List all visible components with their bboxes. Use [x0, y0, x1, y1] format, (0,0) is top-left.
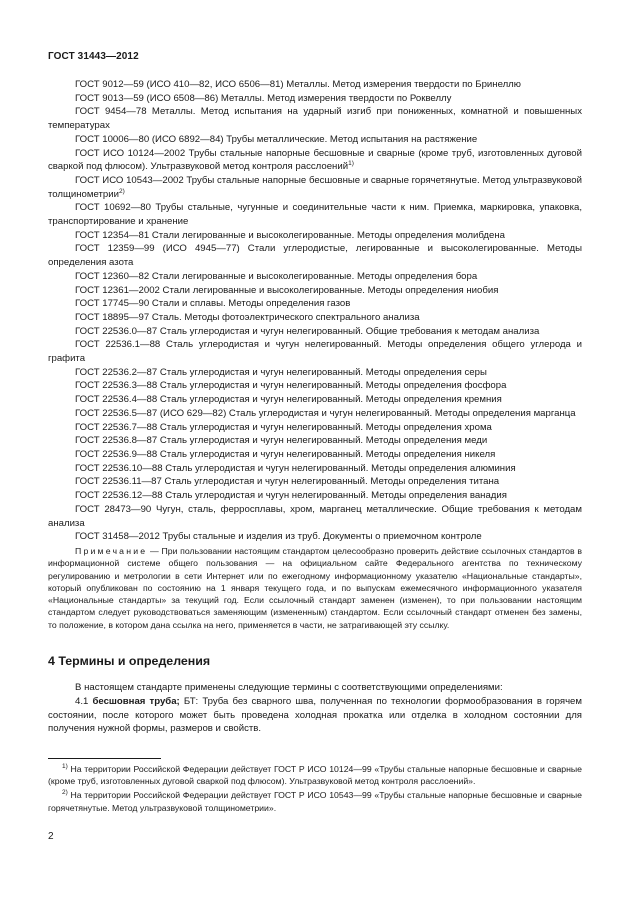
section-intro: В настоящем стандарте применены следующие термины с соответствующими определениями:	[75, 682, 503, 693]
note-paragraph	[48, 545, 582, 631]
reference-item: ГОСТ ИСО 10543—2002 Трубы стальные напорные бесшовные и сварные горячетянутые. Метод ультразвуковой толщинометрии$^{2)}$	[48, 174, 582, 200]
footnotes	[48, 763, 582, 816]
term-definition	[48, 695, 582, 736]
reference-item: ГОСТ 22536.10—88 Сталь углеродистая и чугун нелегированный. Методы определения алюминия	[75, 462, 516, 474]
reference-item: ГОСТ 22536.3—88 Сталь углеродистая и чугун нелегированный. Методы определения фосфора	[75, 380, 507, 392]
reference-item: ГОСТ 22536.4—88 Сталь углеродистая и чугун нелегированный. Методы определения кремния	[75, 394, 502, 406]
reference-item: ГОСТ 10692—80 Трубы стальные, чугунные и соединительные части к ним. Приемка, маркировка, упаковка, транспортирование и хранение	[48, 202, 582, 228]
reference-item: ГОСТ 9012—59 (ИСО 410—82, ИСО 6506—81) Металлы. Метод измерения твердости по Бринеллю	[75, 79, 521, 90]
reference-item: ГОСТ 9013—59 (ИСО 6508—86) Металлы. Метод измерения твердости по Роквеллу	[75, 92, 452, 104]
footnote-mark: 1)	[62, 763, 68, 771]
term-name: бесшовная труба;	[92, 695, 180, 707]
reference-item: ГОСТ 22536.9—88 Сталь углеродистая и чугун нелегированный. Методы определения никеля	[75, 448, 496, 460]
reference-item: ГОСТ 22536.5—87 (ИСО 629—82) Сталь углеродистая и чугун нелегированный. Методы определения марганца	[75, 407, 576, 419]
section-body	[48, 681, 582, 736]
page-header: ГОСТ 31443—2012	[48, 51, 139, 62]
reference-item: ГОСТ 22536.1—88 Сталь углеродистая и чугун нелегированный. Методы определения общего углерода и графита	[48, 339, 582, 365]
reference-item: ГОСТ 28473—90 Чугун, сталь, ферросплавы, хром, марганец металлические. Общие требования к методам анализа	[48, 503, 582, 529]
reference-item: ГОСТ 18895—97 Сталь. Методы фотоэлектрического спектрального анализа	[75, 311, 420, 323]
term-number: 4.1	[75, 695, 89, 707]
reference-item: ГОСТ 22536.7—88 Сталь углеродистая и чугун нелегированный. Методы определения хрома	[75, 421, 492, 433]
reference-item: ГОСТ ИСО 10124—2002 Трубы стальные напорные бесшовные и сварные (кроме труб, изготовленных дуговой сваркой под флюсом). Ультразвуковой метод контроля расслоений$^{1)}$	[48, 147, 582, 173]
footnote-2: $^{2)}$ На территории Российской Федерации действует ГОСТ Р ИСО 10543—99 «Трубы стальные напорные бесшовные и сварные горячетянутые. Метод ультразвуковой толщинометрии».	[48, 789, 582, 813]
reference-item: ГОСТ 22536.11—87 Сталь углеродистая и чугун нелегированный. Методы определения титана	[75, 476, 500, 488]
section-title: 4 Термины и определения	[48, 654, 211, 668]
footnote-divider	[48, 758, 161, 759]
reference-item: ГОСТ 22536.0—87 Сталь углеродистая и чугун нелегированный. Общие требования к методам анализа	[75, 325, 540, 337]
footnote-1: $^{1)}$ На территории Российской Федерации действует ГОСТ Р ИСО 10124—99 «Трубы стальные напорные бесшовные и сварные (кроме труб, изготовленных дуговой сваркой под флюсом). Ультразвуковой метод контроля расслоений».	[48, 763, 582, 787]
reference-item: ГОСТ 22536.2—87 Сталь углеродистая и чугун нелегированный. Методы определения серы	[75, 366, 487, 378]
reference-item: ГОСТ 12354—81 Стали легированные и высоколегированные. Методы определения молибдена	[75, 229, 505, 241]
reference-item: ГОСТ 12359—99 (ИСО 4945—77) Стали углеродистые, легированные и высоколегированные. Методы определения азота	[48, 243, 582, 269]
reference-item: ГОСТ 17745—90 Стали и сплавы. Методы определения газов	[75, 298, 351, 310]
footnote-ref-1[interactable]: 1)	[348, 160, 354, 168]
normative-references-list	[48, 78, 582, 544]
reference-item: ГОСТ 9454—78 Металлы. Метод испытания на ударный изгиб при пониженных, комнатной и повышенных температурах	[48, 106, 582, 132]
reference-item: ГОСТ 10006—80 (ИСО 6892—84) Трубы металлические. Метод испытания на растяжение	[75, 133, 478, 145]
reference-item: ГОСТ 22536.12—88 Сталь углеродистая и чугун нелегированный. Методы определения ванадия	[75, 490, 507, 502]
reference-item: ГОСТ 22536.8—87 Сталь углеродистая и чугун нелегированный. Методы определения меди	[75, 435, 488, 447]
page-number: 2	[48, 831, 54, 842]
note-text: — При пользовании настоящим стандартом целесообразно проверить действие ссылочных стандартов в информационной системе общего пользования — на официальном сайте Федерального агентства по техническому регулированию и метрологии в сети Интернет или по ежегодному информационному указателю «Национальные стандарты», который опубликован по состоянию на 1 января текущего года, и по выпускам ежемесячного информационного указателя «Национальные стандарты» за текущий год. Если ссылочный стандарт заменен (изменен), то при пользовании настоящим стандартом следует руководствоваться заменяющим (измененным) стандартом. Если ссылочный стандарт отменен без замены, то положение, в котором дана ссылка на него, применяется в части, не затрагивающей эту ссылку.	[48, 546, 582, 630]
reference-item: ГОСТ 12360—82 Стали легированные и высоколегированные. Методы определения бора	[75, 270, 478, 282]
footnote-mark: 2)	[62, 789, 68, 797]
reference-item: ГОСТ 31458—2012 Трубы стальные и изделия из труб. Документы о приемочном контроле	[75, 531, 482, 543]
note-label: Примечание	[75, 546, 148, 556]
footnote-ref-2[interactable]: 2)	[118, 187, 125, 195]
term-text: БТ: Труба без сварного шва, полученная по технологии формообразования в горячем состоянии, после которого может быть проведена холодная прокатка или отделка в холодном состоянии для получения нужной формы, размеров и свойств.	[48, 695, 582, 735]
reference-item: ГОСТ 12361—2002 Стали легированные и высоколегированные. Методы определения ниобия	[75, 284, 499, 296]
